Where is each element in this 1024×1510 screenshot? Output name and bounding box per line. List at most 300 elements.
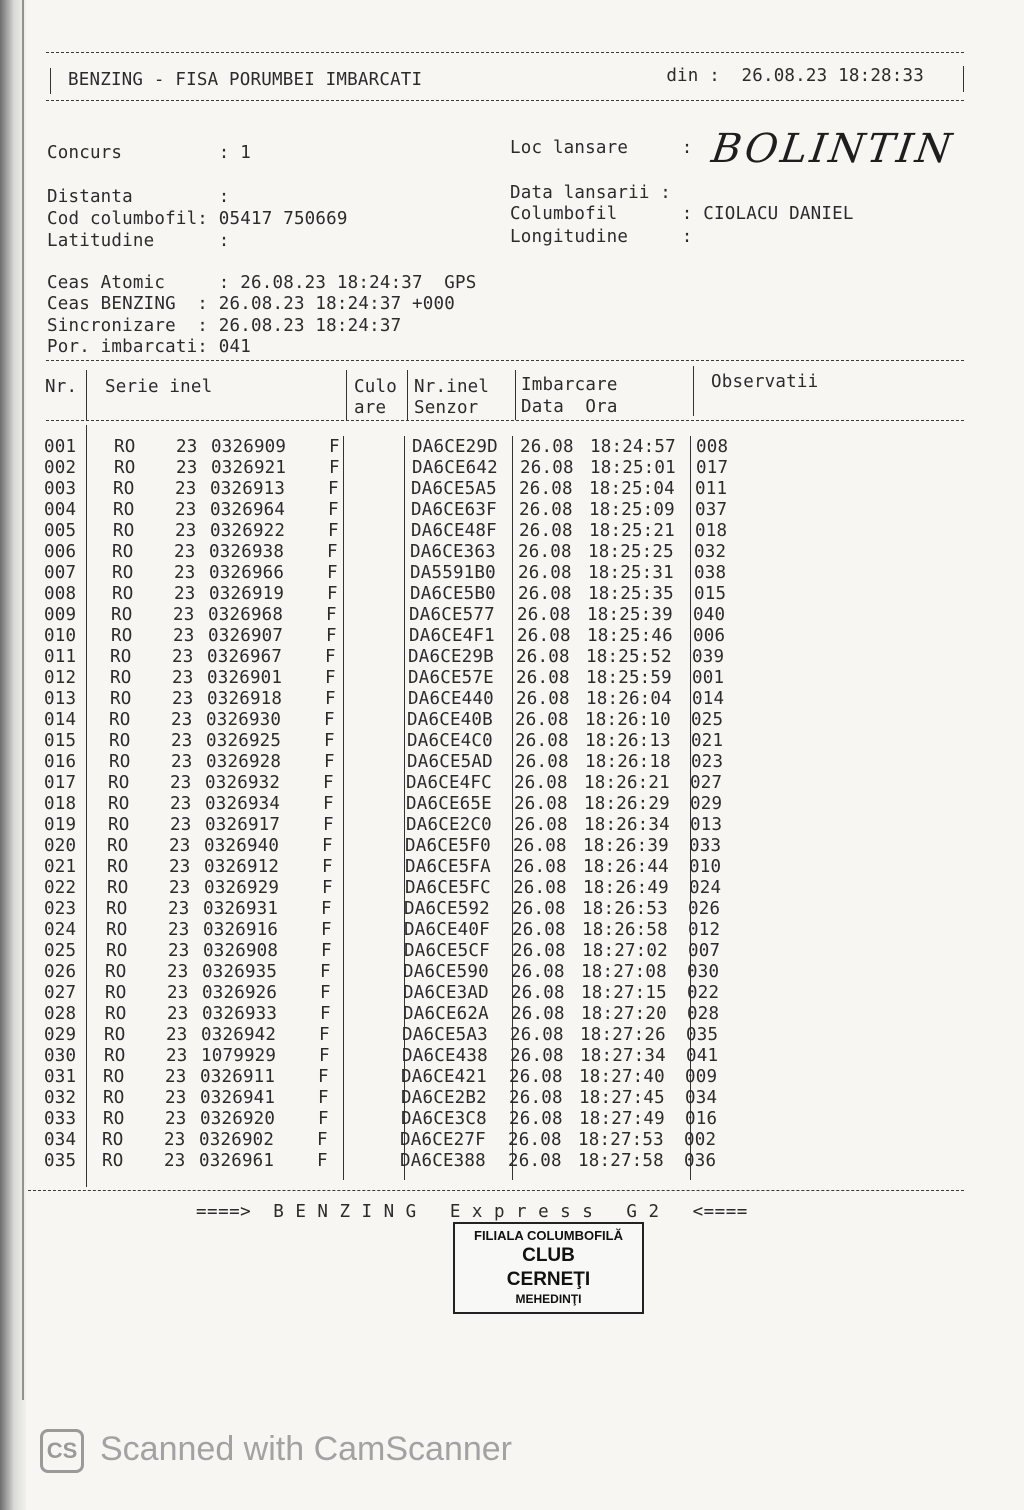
cell-observatii: 021: [691, 731, 724, 751]
cell-nr: 015: [44, 731, 77, 751]
cell-time: 18:24:57: [590, 437, 676, 457]
longitudine-label: Longitudine :: [510, 227, 693, 247]
cell-nr: 033: [44, 1109, 77, 1129]
cell-sex: F: [320, 962, 331, 982]
cell-sex: F: [319, 1046, 330, 1066]
cell-country: RO: [103, 1088, 125, 1108]
cell-country: RO: [114, 437, 136, 457]
cell-sex: F: [321, 899, 332, 919]
cell-sex: F: [325, 647, 336, 667]
cell-time: 18:25:46: [587, 626, 673, 646]
cell-nr: 024: [44, 920, 77, 940]
cell-observatii: 008: [696, 437, 729, 457]
cell-date: 26.08: [514, 773, 568, 793]
cell-date: 26.08: [511, 983, 565, 1003]
cell-year: 23: [171, 752, 193, 772]
cell-ring: 0326917: [205, 815, 281, 835]
cell-sex: F: [323, 815, 334, 835]
cell-time: 18:26:53: [582, 899, 668, 919]
cell-sex: F: [328, 479, 339, 499]
cell-ring: 0326911: [200, 1067, 276, 1087]
cell-date: 26.08: [514, 794, 568, 814]
cell-country: RO: [105, 1004, 127, 1024]
cell-date: 26.08: [518, 584, 572, 604]
header-bottom-border: [46, 100, 964, 101]
cell-ring: 0326932: [205, 773, 281, 793]
cell-sex: F: [329, 458, 340, 478]
cell-year: 23: [166, 1025, 188, 1045]
col-sep-serie: [346, 370, 347, 420]
cell-year: 23: [176, 437, 198, 457]
cod-columbofil-field: [47, 209, 348, 229]
stamp-line-3: CERNEŢI: [506, 1269, 591, 1290]
cell-time: 18:26:58: [582, 920, 668, 940]
stamp-line-2: CLUB: [522, 1245, 575, 1266]
cell-time: 18:26:29: [584, 794, 670, 814]
cell-date: 26.08: [511, 962, 565, 982]
cell-sex: F: [317, 1151, 328, 1171]
cell-time: 18:27:45: [579, 1088, 665, 1108]
cell-sex: F: [323, 773, 334, 793]
cell-country: RO: [106, 941, 128, 961]
cell-date: 26.08: [519, 479, 573, 499]
cell-observatii: 028: [687, 1004, 720, 1024]
columbofil-field: [510, 204, 854, 224]
ceas-benzing-value: 26.08.23 18:24:37 +000: [218, 294, 455, 314]
cell-nr: 014: [44, 710, 77, 730]
cell-sensor: DA6CE363: [410, 542, 496, 562]
cell-observatii: 017: [696, 458, 729, 478]
cell-country: RO: [108, 815, 130, 835]
cell-date: 26.08: [513, 836, 567, 856]
cell-sensor: DA6CE642: [412, 458, 498, 478]
cell-year: 23: [175, 500, 197, 520]
por-value: 041: [218, 337, 252, 357]
cell-observatii: 014: [692, 689, 725, 709]
cell-country: RO: [105, 983, 127, 1003]
cell-country: RO: [113, 500, 135, 520]
cell-date: 26.08: [516, 647, 570, 667]
cell-time: 18:27:20: [581, 1004, 667, 1024]
cell-country: RO: [108, 794, 130, 814]
cell-sensor: DA6CE2B2: [401, 1088, 487, 1108]
cell-time: 18:26:34: [584, 815, 670, 835]
cell-ring: 0326930: [206, 710, 282, 730]
cell-observatii: 007: [688, 941, 721, 961]
cell-nr: 003: [44, 479, 77, 499]
cell-observatii: 034: [685, 1088, 718, 1108]
cell-sex: F: [322, 857, 333, 877]
cell-nr: 023: [44, 899, 77, 919]
cell-country: RO: [114, 458, 136, 478]
cell-year: 23: [165, 1067, 187, 1087]
cell-date: 26.08: [514, 815, 568, 835]
cell-year: 23: [172, 647, 194, 667]
cell-ring: 1079929: [201, 1046, 277, 1066]
cell-country: RO: [112, 542, 134, 562]
header-right-bar: [963, 66, 964, 92]
cell-sex: F: [322, 878, 333, 898]
cell-nr: 009: [44, 605, 77, 625]
cell-time: 18:25:35: [588, 584, 674, 604]
cell-observatii: 011: [695, 479, 728, 499]
cell-country: RO: [107, 836, 129, 856]
cell-year: 23: [165, 1109, 187, 1129]
loc-lansare-handwritten: BOLINTIN: [708, 126, 958, 172]
cell-year: 23: [169, 857, 191, 877]
cod-label: Cod columbofil:: [47, 209, 209, 229]
cell-country: RO: [113, 479, 135, 499]
cell-ring: 0326925: [206, 731, 282, 751]
cell-ring: 0326933: [202, 1004, 278, 1024]
cell-date: 26.08: [509, 1067, 563, 1087]
cell-sex: F: [324, 752, 335, 772]
cell-nr: 032: [44, 1088, 77, 1108]
table-header-border: [46, 420, 964, 421]
cell-ring: 0326940: [204, 836, 280, 856]
col-header-imbarcare-1: Imbarcare: [521, 375, 618, 395]
cell-sensor: DA6CE577: [409, 605, 495, 625]
cell-ring: 0326961: [199, 1151, 275, 1171]
cell-date: 26.08: [513, 878, 567, 898]
cell-date: 26.08: [517, 605, 571, 625]
cell-sensor: DA6CE57E: [408, 668, 494, 688]
cell-sex: F: [317, 1130, 328, 1150]
col-header-serie: Serie inel: [105, 377, 213, 397]
paper-binding-line: [22, 0, 24, 1400]
cell-date: 26.08: [508, 1130, 562, 1150]
cell-sex: F: [322, 836, 333, 856]
camscanner-logo-icon: CS: [40, 1429, 84, 1473]
sincronizare-field: [47, 316, 401, 336]
data-lansarii-label: Data lansarii :: [510, 183, 672, 203]
cell-year: 23: [170, 773, 192, 793]
cell-country: RO: [110, 689, 132, 709]
cell-nr: 005: [44, 521, 77, 541]
cell-country: RO: [111, 626, 133, 646]
col-header-nr: Nr.: [45, 377, 78, 397]
header-box: [46, 52, 964, 102]
cell-observatii: 040: [693, 605, 726, 625]
cell-time: 18:26:13: [585, 731, 671, 751]
cell-date: 26.08: [510, 1025, 564, 1045]
cell-observatii: 025: [691, 710, 724, 730]
sincronizare-label: Sincronizare :: [47, 316, 209, 336]
cell-sex: F: [323, 794, 334, 814]
cell-observatii: 037: [695, 500, 728, 520]
cell-nr: 016: [44, 752, 77, 772]
cell-sensor: DA6CE5FA: [405, 857, 491, 877]
cell-sensor: DA6CE5AD: [407, 752, 493, 772]
cell-year: 23: [169, 878, 191, 898]
cell-time: 18:25:25: [588, 542, 674, 562]
cell-year: 23: [168, 941, 190, 961]
cell-ring: 0326922: [210, 521, 286, 541]
cell-country: RO: [103, 1067, 125, 1087]
cell-sex: F: [318, 1109, 329, 1129]
cell-country: RO: [104, 1025, 126, 1045]
cell-time: 18:26:39: [583, 836, 669, 856]
col-header-observatii: Observatii: [711, 372, 819, 392]
cell-nr: 018: [44, 794, 77, 814]
cell-ring: 0326938: [209, 542, 285, 562]
stamp-line-4: MEHEDINŢI: [515, 1292, 582, 1306]
cell-year: 23: [171, 710, 193, 730]
header-top-border: [46, 52, 964, 53]
stamp-line-1: FILIALA COLUMBOFILĂ: [474, 1228, 623, 1243]
cell-sensor: DA6CE29D: [412, 437, 498, 457]
cell-year: 23: [172, 668, 194, 688]
header-left-bar: [50, 68, 51, 94]
cell-year: 23: [174, 584, 196, 604]
cell-observatii: 015: [694, 584, 727, 604]
cell-sensor: DA6CE48F: [411, 521, 497, 541]
cell-time: 18:27:49: [579, 1109, 665, 1129]
table-top-border: [46, 360, 964, 361]
cell-observatii: 002: [684, 1130, 717, 1150]
cell-sensor: DA6CE40B: [407, 710, 493, 730]
cell-time: 18:27:53: [578, 1130, 664, 1150]
cell-time: 18:25:04: [589, 479, 675, 499]
cell-sensor: DA6CE438: [402, 1046, 488, 1066]
cell-time: 18:27:58: [578, 1151, 664, 1171]
ceas-benzing-field: [47, 294, 455, 314]
cell-sensor: DA6CE5F0: [405, 836, 491, 856]
cell-sex: F: [324, 731, 335, 751]
cell-time: 18:27:26: [580, 1025, 666, 1045]
concurs-value: 1: [240, 143, 252, 163]
col-header-nrinel-2: Senzor: [414, 398, 479, 418]
cell-ring: 0326928: [206, 752, 282, 772]
cell-year: 23: [167, 1004, 189, 1024]
cell-sensor: DA6CE590: [403, 962, 489, 982]
cell-nr: 025: [44, 941, 77, 961]
cell-ring: 0326926: [202, 983, 278, 1003]
cell-ring: 0326901: [207, 668, 283, 688]
cell-ring: 0326966: [209, 563, 285, 583]
cell-sex: F: [328, 500, 339, 520]
cell-time: 18:27:02: [582, 941, 668, 961]
cell-observatii: 013: [690, 815, 723, 835]
concurs-label: Concurs :: [47, 143, 230, 163]
cell-observatii: 036: [684, 1151, 717, 1171]
cell-sex: F: [319, 1025, 330, 1045]
cell-observatii: 027: [690, 773, 723, 793]
table-bottom-border: [28, 1190, 964, 1191]
cell-country: RO: [112, 584, 134, 604]
cell-time: 18:25:31: [588, 563, 674, 583]
cell-nr: 029: [44, 1025, 77, 1045]
cell-sex: F: [327, 584, 338, 604]
cell-observatii: 041: [686, 1046, 719, 1066]
cell-nr: 034: [44, 1130, 77, 1150]
cell-date: 26.08: [520, 437, 574, 457]
cell-date: 26.08: [511, 1004, 565, 1024]
header-date: [666, 66, 924, 86]
cell-date: 26.08: [512, 899, 566, 919]
cell-observatii: 029: [690, 794, 723, 814]
cell-nr: 020: [44, 836, 77, 856]
cell-nr: 030: [44, 1046, 77, 1066]
cell-sex: F: [318, 1088, 329, 1108]
cell-nr: 035: [44, 1151, 77, 1171]
cell-nr: 027: [44, 983, 77, 1003]
loc-lansare-label: Loc lansare :: [510, 138, 693, 158]
cell-ring: 0326913: [210, 479, 286, 499]
cell-ring: 0326907: [208, 626, 284, 646]
cell-sensor: DA6CE4FC: [406, 773, 492, 793]
cell-country: RO: [110, 647, 132, 667]
cell-year: 23: [166, 1046, 188, 1066]
cell-time: 18:26:10: [585, 710, 671, 730]
camscanner-watermark: Scanned with CamScanner: [100, 1430, 513, 1468]
cell-sensor: DA6CE27F: [400, 1130, 486, 1150]
cell-sensor: DA6CE4C0: [407, 731, 493, 751]
cell-sensor: DA6CE5CF: [404, 941, 490, 961]
cell-sex: F: [327, 542, 338, 562]
cell-sex: F: [326, 605, 337, 625]
cell-ring: 0326912: [204, 857, 280, 877]
col-sep-imbarcare: [693, 366, 694, 416]
cell-country: RO: [109, 731, 131, 751]
cell-time: 18:25:39: [587, 605, 673, 625]
cell-nr: 011: [44, 647, 77, 667]
concurs-field: [47, 143, 251, 163]
cell-ring: 0326921: [211, 458, 287, 478]
cell-date: 26.08: [512, 941, 566, 961]
cod-value: 05417 750669: [218, 209, 348, 229]
col-sep-culoare: [407, 370, 408, 420]
cell-sensor: DA6CE63F: [411, 500, 497, 520]
cell-sensor: DA6CE4F1: [409, 626, 495, 646]
col-sep-nr: [86, 370, 87, 420]
cell-time: 18:26:04: [586, 689, 672, 709]
cell-date: 26.08: [509, 1109, 563, 1129]
cell-year: 23: [175, 521, 197, 541]
cell-time: 18:27:40: [579, 1067, 665, 1087]
ceas-atomic-label: Ceas Atomic :: [47, 273, 230, 293]
cell-observatii: 039: [692, 647, 725, 667]
cell-ring: 0326929: [204, 878, 280, 898]
cell-date: 26.08: [518, 542, 572, 562]
cell-sex: F: [325, 668, 336, 688]
cell-sensor: DA6CE5B0: [410, 584, 496, 604]
cell-observatii: 038: [694, 563, 727, 583]
cell-sensor: DA6CE388: [400, 1151, 486, 1171]
cell-ring: 0326964: [210, 500, 286, 520]
distanta-label: Distanta :: [47, 187, 230, 207]
cell-sensor: DA6CE5A5: [411, 479, 497, 499]
col-header-culoare-1: Culo: [354, 377, 397, 397]
cell-nr: 004: [44, 500, 77, 520]
cell-date: 26.08: [520, 458, 574, 478]
cell-sensor: DA5591B0: [410, 563, 496, 583]
cell-nr: 010: [44, 626, 77, 646]
cell-year: 23: [175, 479, 197, 499]
cell-country: RO: [107, 878, 129, 898]
cell-sensor: DA6CE421: [401, 1067, 487, 1087]
cell-time: 18:25:01: [590, 458, 676, 478]
cell-ring: 0326908: [203, 941, 279, 961]
cell-country: RO: [110, 668, 132, 688]
cell-sensor: DA6CE62A: [403, 1004, 489, 1024]
cell-date: 26.08: [516, 689, 570, 709]
cell-sex: F: [328, 521, 339, 541]
cell-sensor: DA6CE40F: [404, 920, 490, 940]
cell-sex: F: [321, 920, 332, 940]
sincronizare-value: 26.08.23 18:24:37: [218, 316, 402, 336]
cell-year: 23: [176, 458, 198, 478]
cell-year: 23: [173, 626, 195, 646]
cell-country: RO: [102, 1151, 124, 1171]
cell-sex: F: [326, 626, 337, 646]
cell-ring: 0326931: [203, 899, 279, 919]
cell-year: 23: [170, 794, 192, 814]
columbofil-value: CIOLACU DANIEL: [703, 204, 854, 224]
cell-date: 26.08: [519, 500, 573, 520]
cell-ring: 0326934: [205, 794, 281, 814]
cell-country: RO: [109, 752, 131, 772]
cell-date: 26.08: [508, 1151, 562, 1171]
col-header-culoare-2: are: [354, 398, 387, 418]
cell-nr: 007: [44, 563, 77, 583]
cell-year: 23: [165, 1088, 187, 1108]
cell-year: 23: [174, 542, 196, 562]
cell-observatii: 006: [693, 626, 726, 646]
cell-country: RO: [111, 605, 133, 625]
cell-time: 18:26:49: [583, 878, 669, 898]
cell-year: 23: [170, 815, 192, 835]
cell-ring: 0326935: [202, 962, 278, 982]
cell-sex: F: [318, 1067, 329, 1087]
cell-country: RO: [107, 857, 129, 877]
cell-observatii: 010: [689, 857, 722, 877]
cell-year: 23: [167, 962, 189, 982]
cell-observatii: 035: [686, 1025, 719, 1045]
cell-observatii: 030: [687, 962, 720, 982]
body-sep-serie: [343, 436, 344, 1180]
cell-observatii: 026: [688, 899, 721, 919]
cell-date: 26.08: [516, 668, 570, 688]
cell-sensor: DA6CE592: [404, 899, 490, 919]
cell-year: 23: [172, 689, 194, 709]
cell-observatii: 001: [692, 668, 725, 688]
ceas-atomic-field: [47, 273, 476, 293]
cell-nr: 012: [44, 668, 77, 688]
cell-ring: 0326942: [201, 1025, 277, 1045]
cell-nr: 019: [44, 815, 77, 835]
cell-country: RO: [109, 710, 131, 730]
cell-country: RO: [108, 773, 130, 793]
cell-observatii: 016: [685, 1109, 718, 1129]
cell-nr: 026: [44, 962, 77, 982]
cell-nr: 017: [44, 773, 77, 793]
ceas-benzing-label: Ceas BENZING :: [47, 294, 209, 314]
cell-sex: F: [320, 1004, 331, 1024]
date-value: 26.08.23 18:28:33: [741, 66, 924, 86]
cell-sex: F: [329, 437, 340, 457]
col-header-nrinel-1: Nr.inel: [414, 377, 490, 397]
cell-nr: 022: [44, 878, 77, 898]
cell-ring: 0326941: [200, 1088, 276, 1108]
col-header-imbarcare-2: Data Ora: [521, 397, 618, 417]
cell-year: 23: [169, 836, 191, 856]
cell-country: RO: [103, 1109, 125, 1129]
cell-time: 18:25:52: [586, 647, 672, 667]
cell-date: 26.08: [515, 752, 569, 772]
cell-observatii: 033: [689, 836, 722, 856]
cell-sex: F: [325, 689, 336, 709]
